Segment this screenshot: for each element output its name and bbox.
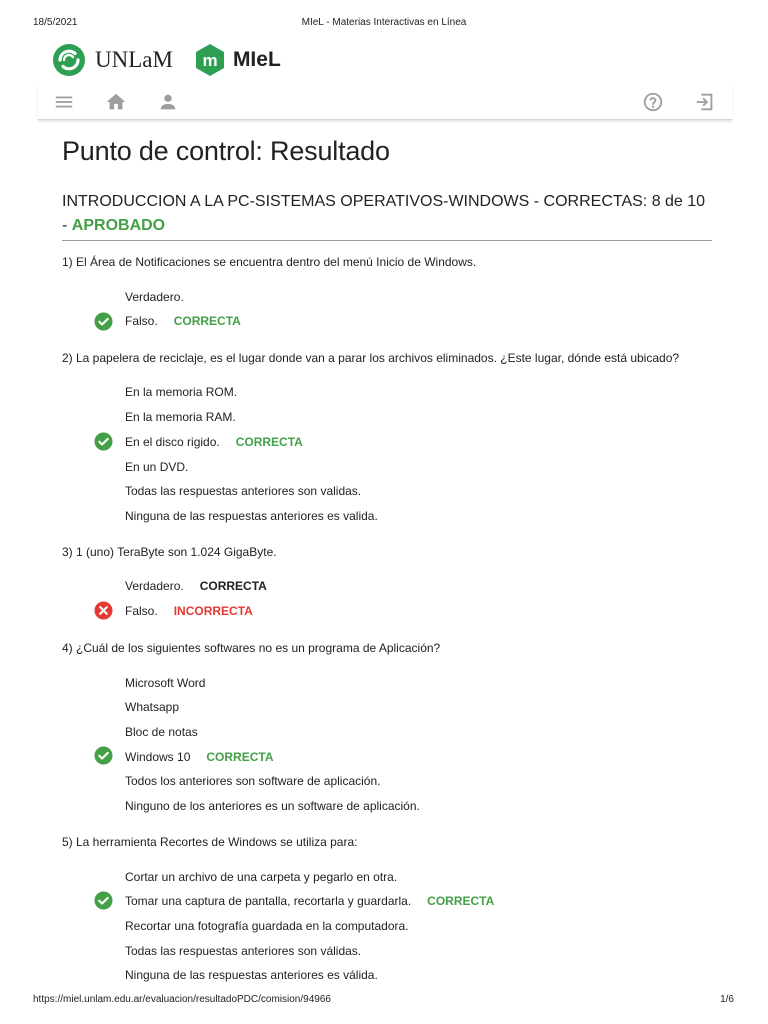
top-toolbar [38,84,732,120]
option-label: Falso. [125,314,158,328]
option-label: Recortar una fotografía guardada en la computadora. [125,919,409,933]
user-icon[interactable] [157,91,179,113]
status-badge: APROBADO [71,217,166,234]
question-1: 1) El Área de Notificaciones se encuentra dentro del menú Inicio de Windows. [62,255,477,269]
option-label: Todos los anteriores son software de aplicación. [125,774,381,788]
option-label: Windows 10 [125,750,191,764]
option-label: Bloc de notas [125,725,198,739]
result-summary [62,190,712,241]
option-label: Tomar una captura de pantalla, recortarla y guardarla. [125,894,412,908]
print-page-title: MIeL - Materias Interactivas en Línea [301,17,467,28]
option-q2-3 [125,434,303,450]
option-q5-4 [125,943,361,959]
option-label: En un DVD. [125,460,189,474]
option-label: Ninguno de los anteriores es un software de aplicación. [125,799,420,813]
option-q2-4 [125,459,188,475]
correct-answer-tag: CORRECTA [199,579,267,593]
help-icon[interactable] [642,91,664,113]
correct-tag: CORRECTA [173,314,241,328]
option-label: Cortar un archivo de una carpeta y pegarlo en otra. [125,870,398,884]
unlam-logo-icon[interactable] [52,43,86,77]
option-q5-2 [125,893,494,909]
correct-tag: CORRECTA [235,435,303,449]
option-label: Ninguna de las respuestas anteriores es valida. [125,509,378,523]
option-label: Microsoft Word [125,676,206,690]
option-q3-1 [125,578,267,594]
print-url: https://miel.unlam.edu.ar/evaluacion/resultadoPDC/comision/94966 [33,994,331,1005]
question-4: 4) ¿Cuál de los siguientes softwares no es un programa de Aplicación? [62,641,441,655]
option-label: Verdadero. [125,290,184,304]
summary-text: INTRODUCCION A LA PC-SISTEMAS OPERATIVOS-WINDOWS - CORRECTAS: 8 de 10 - [62,193,706,234]
option-label: Ninguna de las respuestas anteriores es válida. [125,968,378,982]
option-q2-6 [125,508,378,524]
option-label: Falso. [125,604,158,618]
print-date: 18/5/2021 [33,17,78,28]
option-q4-5 [125,773,380,789]
option-label: Verdadero. [125,579,184,593]
logout-icon[interactable] [694,91,716,113]
option-q5-1 [125,869,397,885]
check-circle-icon [94,891,113,910]
print-footer [0,994,768,1008]
option-q4-3 [125,724,198,740]
check-circle-icon [94,746,113,765]
print-header [0,17,768,31]
question-5: 5) La herramienta Recortes de Windows se utiliza para: [62,835,358,849]
unlam-wordmark: UNLaM [95,47,173,72]
option-q4-1 [125,675,205,691]
miel-wordmark: MIeL [232,48,281,71]
check-circle-icon [94,432,113,451]
page-title: Punto de control: Resultado [62,136,390,166]
menu-icon[interactable] [53,91,75,113]
correct-tag: CORRECTA [206,750,274,764]
option-q5-3 [125,918,409,934]
check-circle-icon [94,312,113,331]
question-3: 3) 1 (uno) TeraByte son 1.024 GigaByte. [62,545,277,559]
incorrect-tag: INCORRECTA [173,604,253,618]
option-q2-5 [125,483,361,499]
option-q1-2 [125,313,241,329]
option-label: Whatsapp [125,700,180,714]
miel-logo-letter: m [202,51,218,70]
question-2: 2) La papelera de reciclaje, es el lugar donde van a parar los archivos eliminados. ¿Este lugar, dónde está ubicado? [62,351,680,365]
option-q3-2 [125,603,253,619]
print-page-number: 1/6 [720,994,734,1005]
option-q4-2 [125,699,179,715]
option-label: Todas las respuestas anteriores son válidas. [125,944,362,958]
option-q4-4 [125,749,273,765]
option-q2-2 [125,409,236,425]
x-circle-icon [94,601,113,620]
option-label: En el disco rigido. [125,435,220,449]
brand-bar [52,40,281,80]
option-q2-1 [125,384,237,400]
miel-logo-icon[interactable] [193,43,227,77]
option-q4-6 [125,798,420,814]
option-label: En la memoria RAM. [125,410,236,424]
option-label: Todas las respuestas anteriores son validas. [125,484,362,498]
option-q5-5 [125,967,378,983]
home-icon[interactable] [105,91,127,113]
option-q1-1 [125,289,184,305]
correct-tag: CORRECTA [427,894,495,908]
option-label: En la memoria ROM. [125,385,238,399]
